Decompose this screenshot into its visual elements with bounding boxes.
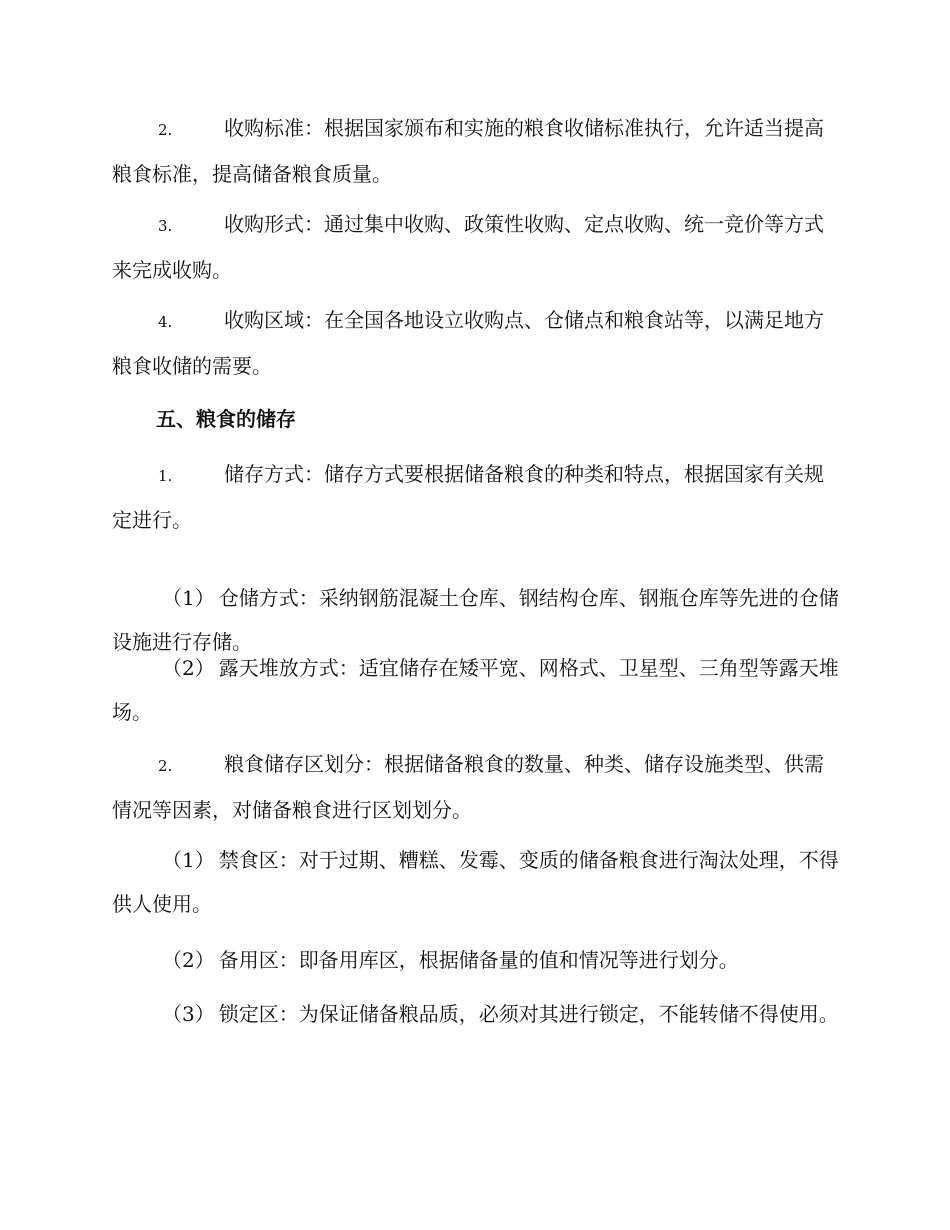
paragraph-item-4: [112, 298, 842, 388]
subitem-text: 备用区：即备用库区，根据储备量的值和情况等进行划分。: [218, 948, 739, 972]
subitem-marker: （1）: [162, 848, 215, 872]
subitem-prohibited-zone: [112, 838, 842, 926]
subitem-reserve-zone: [112, 938, 842, 982]
subitem-locked-zone: [112, 992, 842, 1036]
paragraph-text: 收购形式：通过集中收购、政策性收购、定点收购、统一竞价等方式来完成收购。: [112, 212, 824, 282]
subitem-marker: （3）: [162, 1002, 215, 1026]
item-number: 2.: [158, 121, 173, 139]
subitem-text: 仓储方式：采纳钢筋混凝土仓库、钢结构仓库、钢瓶仓库等先进的仓储设施进行存储。: [112, 586, 839, 654]
paragraph-text: 收购区域：在全国各地设立收购点、仓储点和粮食站等，以满足地方粮食收储的需要。: [112, 308, 824, 378]
paragraph-storage-item-1: [112, 452, 842, 542]
paragraph-text: 收购标准：根据国家颁布和实施的粮食收储标准执行，允许适当提高粮食标准，提高储备粮食质量。: [112, 116, 824, 186]
subitem-marker: （1）: [162, 586, 215, 610]
subitem-marker: （2）: [162, 656, 215, 680]
subitem-open-air-storage: [112, 646, 842, 734]
subitem-text: 露天堆放方式：适宜储存在矮平宽、网格式、卫星型、三角型等露天堆场。: [112, 656, 839, 724]
item-number: 1.: [158, 467, 173, 485]
paragraph-item-2: [112, 106, 842, 196]
item-number: 3.: [158, 217, 173, 235]
paragraph-text: 储存方式：储存方式要根据储备粮食的种类和特点，根据国家有关规定进行。: [112, 462, 824, 532]
item-number: 2.: [158, 757, 173, 775]
item-number: 4.: [158, 313, 173, 331]
subitem-text: 锁定区：为保证储备粮品质，必须对其进行锁定，不能转储不得使用。: [218, 1002, 839, 1026]
subitem-marker: （2）: [162, 948, 215, 972]
paragraph-item-3: [112, 202, 842, 292]
paragraph-storage-item-2: [112, 742, 842, 832]
paragraph-text: 粮食储存区划分：根据储备粮食的数量、种类、储存设施类型、供需情况等因素，对储备粮食进行区划划分。: [112, 752, 824, 822]
section-heading: 五、粮食的储存: [156, 407, 296, 431]
subitem-text: 禁食区：对于过期、糟糕、发霉、变质的储备粮食进行淘汰处理，不得供人使用。: [112, 848, 839, 916]
